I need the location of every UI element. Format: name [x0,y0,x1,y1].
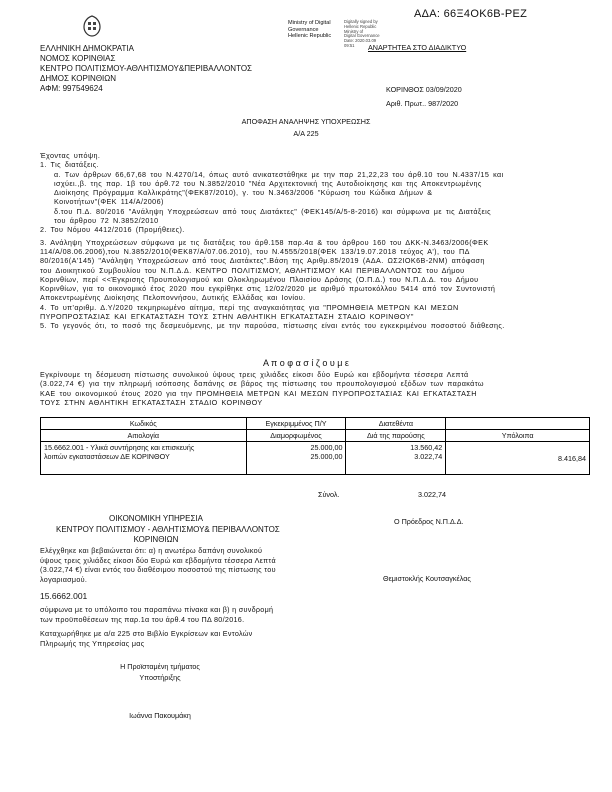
body-line: ΠΥΡΟΠΡΟΣΤΑΣΙΑΣ ΚΑΙ ΕΓΚΑΤΑΣΤΑΣΗ ΤΟΥΣ ΣΤΗΝ ΑΘΛΗΤΙΚΗ ΕΓΚΑΤΑΣΤΑΣΗ ΣΤΑΔΙΟ ΚΟΡΙΝΘΟΥ" [40,312,414,322]
current-amount: 3.022,74 [414,452,443,461]
table-header-row [41,418,590,430]
table-header-cell: Εγκεκριμμένος Π/Υ [246,418,346,430]
gov-logo-line: Governance [288,26,319,33]
stamp-line: Digital Governance [344,33,380,39]
paragraph-1a [40,170,505,226]
table-header-cell: Υπόλοιπα [446,430,590,442]
body-line: των προϋποθέσεων της παρ.1α του άρθ.4 του ΠΔ 80/2016. [40,614,245,624]
table-header-cell [446,418,590,430]
table-header-cell: Αιτιολογία [41,430,247,442]
body-text [40,151,505,331]
table-row [41,442,590,475]
finance-register-text [40,629,253,648]
gov-logo [288,20,331,40]
table-cell-allocated [346,442,446,475]
president-name: Θεμιστοκλής Κουτσαγκέλας [383,574,471,583]
table-header-cell: Διά της παρούσης [346,430,446,442]
body-line: 2. Του Νόμου 4412/2016 (Προμήθειες). [40,225,185,235]
table-cell-budget [246,442,346,475]
account-code: 15.6662.001 - Υλικά συντήρησης και επισκευής [44,443,195,452]
stamp-line: 09:51 [344,42,355,48]
stamp-line: Digitally signed by [344,19,378,24]
stamp-line: Hellenic Republic [344,23,377,29]
body-line: Διοίκησης Πρόγραμμα Καλλικράτης"(ΦΕΚ87/2010), γ. του Ν.3463/2006 "Κύρωση του Κώδικα Δήμων & [54,188,433,198]
table-cell-balance: 8.416,84 [446,442,590,475]
body-line: Κοινοτήτων"(ΦΕΚ 114/Α/2006) [54,197,164,207]
posted-online-label: ΑΝΑΡΤΗΤΕΑ ΣΤΟ ΔΙΑΔΙΚΤΥΟ [368,43,467,52]
approval-text [40,370,484,407]
finance-balance-text [40,605,273,624]
protocol-number: Αριθ. Πρωτ.. 987/2020 [386,99,459,108]
finance-account-code: 15.6662.001 [40,591,88,601]
finance-head-name: Ιωάννα Πακουμάκη [129,711,191,720]
gov-logo-line: Hellenic Republic [288,33,332,40]
account-desc: λοιπών εγκαταστάσεων ΔΕ ΚΟΡΙΝΘΟΥ [44,452,170,461]
commitment-table [40,417,590,475]
sum-value: 3.022,74 [418,490,446,499]
table-header-cell: Κωδικός [41,418,247,430]
approved-budget: 25.000,00 [310,443,343,452]
body-line: ισχύει.,β. της παρ. 1β του άρθ.72 του Ν.3852/2010 "Νέα Αρχιτεκτονική της Αυτοδιοίκησης και της Αποκεντρωμένης [54,178,482,188]
finance-org: ΚΟΡΙΝΘΙΩΝ [133,535,179,544]
body-line: Καταχωρήθηκε με α/α 225 στο Βιβλίο Εγκρίσεων και Εντολών [40,629,253,638]
head-title-line: Υποστήριξης [139,672,181,682]
table-header-cell: Διαμορφωμένος [246,430,346,442]
body-line: (3.022,74 €) για την πληρωμή ισόποσης δαπάνης σε βάρος της πίστωσης του προυπολογισμού εξόδων των παρακάτω [40,379,484,389]
table-cell-account [41,442,247,475]
gov-logo-line: Ministry of Digital [288,20,331,26]
body-line: Πληρωμής της Υπηρεσίας μας [40,638,145,648]
decision-title: ΑΠΟΦΑΣΗ ΑΝΑΛΗΨΗΣ ΥΠΟΧΡΕΩΣΗΣ [241,117,371,126]
header-prefecture: ΝΟΜΟΣ ΚΟΡΙΝΘΙΑΣ [40,54,116,63]
finance-check-text [40,546,276,584]
stamp-line: Ministry of [344,28,364,34]
shaped-budget: 25.000,00 [310,452,343,461]
body-line: 80/2016(Α'145) "Ανάληψη Υποχρεώσεων από τους Διατάκτες".Βάση της Αριθμ.85/2019 (ΑΔΑ. ΩΣ2ΙΟΚ6Β-2ΝΜ) απόφαση [40,256,485,266]
president-title: Ο Πρόεδρος Ν.Π.Δ.Δ. [394,517,464,526]
finance-service-heading [56,514,280,546]
header-municipality: ΔΗΜΟΣ ΚΟΡΙΝΘΙΩΝ [40,74,117,83]
body-line: ΤΟΥΣ ΣΤΗΝ ΑΘΛΗΤΙΚΗ ΕΓΚΑΤΑΣΤΑΣΗ ΣΤΑΔΙΟ ΚΟΡΙΝΘΟΥ [40,397,263,407]
header-center: ΚΕΝΤΡΟ ΠΟΛΙΤΙΣΜΟΥ-ΑΘΛΗΤΙΣΜΟΥ&ΠΕΡΙΒΑΛΛΟΝΤΟΣ [40,64,252,73]
allocated-amount: 13.560,42 [410,443,443,452]
body-line: Έχοντας υπόψη. [40,151,101,160]
body-line: δ.του Π.Δ. 80/2016 "Ανάληψη Υποχρεώσεων από τους Διατάκτες" (ΦΕΚ145/Α/5-8-2016) και σύμφωνα με τις Διατάξεις [54,206,491,216]
ada-number: ΑΔΑ: 66Ξ4ΟΚ6Β-ΡΕΖ [414,8,528,20]
body-line: (3.022,74 €) είναι εντός του διαθέσιμου ποσοστού της πίστωσης του [40,565,276,575]
body-line: λογαριασμού. [40,574,88,584]
decide-heading: Α π ο φ α σ ί ζ ο υ μ ε [263,358,349,368]
sum-label: Σύνολ. [318,490,340,499]
body-line: 3. Ανάληψη Υποχρεώσεων σύμφωνα με τις διατάξεις του άρθ.158 παρ.4α & του άρθρου 160 του ΔΚΚ-Ν.3463/2006(ΦΕΚ [40,237,489,247]
body-line: 5. Το γεγονός ότι, το ποσό της δεσμευόμενης, με την παρούσα, πίστωσης είναι εντός του εγκεκριμένου ποσοστού διάθεσης. [40,321,505,331]
greek-emblem-icon [82,15,102,37]
header-afm: ΑΦΜ: 997549624 [40,84,103,93]
body-line: 1. Τις διατάξεις. [40,160,99,170]
place-date: ΚΟΡΙΝΘΟΣ 03/09/2020 [386,85,462,94]
head-title-line: Η Προϊσταμένη τμήματος [120,662,200,671]
decision-number: Α/Α 225 [293,129,319,138]
table-header-row [41,430,590,442]
body-line: του άρθρου 72 Ν.3852/2010 [54,216,159,226]
body-line: ΚΑΕ του οικονομικού έτους 2020 για την ΠΡΟΜΗΘΕΙΑ ΜΕΤΡΩΝ ΚΑΙ ΜΕΣΩΝ ΠΥΡΟΠΡΟΣΤΑΣΙΑΣ ΚΑΙ ΕΓΚΑΤΑΣΤΑΣΗ [40,388,477,398]
finance-org: ΚΕΝΤΡΟΥ ΠΟΛΙΤΙΣΜΟΥ - ΑΘΛΗΤΙΣΜΟΥ& ΠΕΡΙΒΑΛΛΟΝΤΟΣ [56,524,280,534]
body-line: Αποκεντρωμένης Διοίκησης Πελοποννήσου, Δυτικής Ελλάδας και Ιονίου. [40,293,306,303]
body-line: α. Των άρθρων 66,67,68 του Ν.4270/14, όπως αυτό ανικατεστάθηκε με την παρ 21,22,23 του άρθ.10 του Ν.4337/15 και [54,169,504,179]
body-line: 114/Α/08.06.2006),του Ν.3852/2010(ΦΕΚ87/Α/07.06.2010), του Ν.4555/2018(ΦΕΚ 133/19.07.2018 τεύχος Α'), του ΠΔ [40,246,470,256]
header-country: ΕΛΛΗΝΙΚΗ ΔΗΜΟΚΡΑΤΙΑ [40,44,134,53]
table-header-cell: Διατεθέντα [346,418,446,430]
body-line: του Διοικητικού Συμβουλίου του Ν.Π.Δ.Δ. ΚΕΝΤΡΟ ΠΟΛΙΤΙΣΜΟΥ, ΑΘΛΗΤΙΣΜΟΥ ΚΑΙ ΠΕΡΙΒΑΛΛΟΝΤΟΣ του Δήμου [40,265,465,275]
body-line: Εγκρίνουμε τη δέσμευση πίστωσης συνολικού ύψους τρεις χιλιάδες είκοσι δύο Ευρώ και εβδομήντα τέσσερα Λεπτά [40,370,469,379]
body-line: Κορινθίων, για το οικονομικό έτος 2020 που εγκρίθηκε στις 12/02/2020 με αριθμό πρωτοκόλλου 5414 από τον Συντονιστή [40,284,496,294]
body-line: Ελέγχθηκε και βεβαιώνεται ότι: α) η ανωτέρω δαπάνη συνολικού [40,546,263,555]
finance-head-title [100,662,220,683]
body-line: σύμφωνα με το υπόλοιπο του παραπάνω πίνακα και β) η συνδρομή [40,605,274,614]
finance-title: ΟΙΚΟΝΟΜΙΚΗ ΥΠΗΡΕΣΙΑ [109,514,203,523]
body-line: 4. Το υπ'αριθμ. Δ.Υ/2020 τεκμηριωμένο αίτημα, περί της αναγκαιότητας για "ΠΡΟΜΗΘΕΙΑ ΜΕΤΡΩΝ ΚΑΙ ΜΕΣΩΝ [40,302,459,312]
stamp-line: Date: 2020.03.09 [344,38,377,44]
body-line: Κορινθίων, περί <<Έγκρισης Προυπολογισμού και Ολοκληρωμένου Πλαισίου Δράσης (Ο.Π.Δ.) του Ν.Π.Δ.Δ. του Δήμου [40,274,479,284]
issuer-header [40,44,252,94]
body-line: ύψους τρεις χιλιάδες είκοσι δύο Ευρώ και εβδομήντα τέσσερα Λεπτά [40,555,276,565]
